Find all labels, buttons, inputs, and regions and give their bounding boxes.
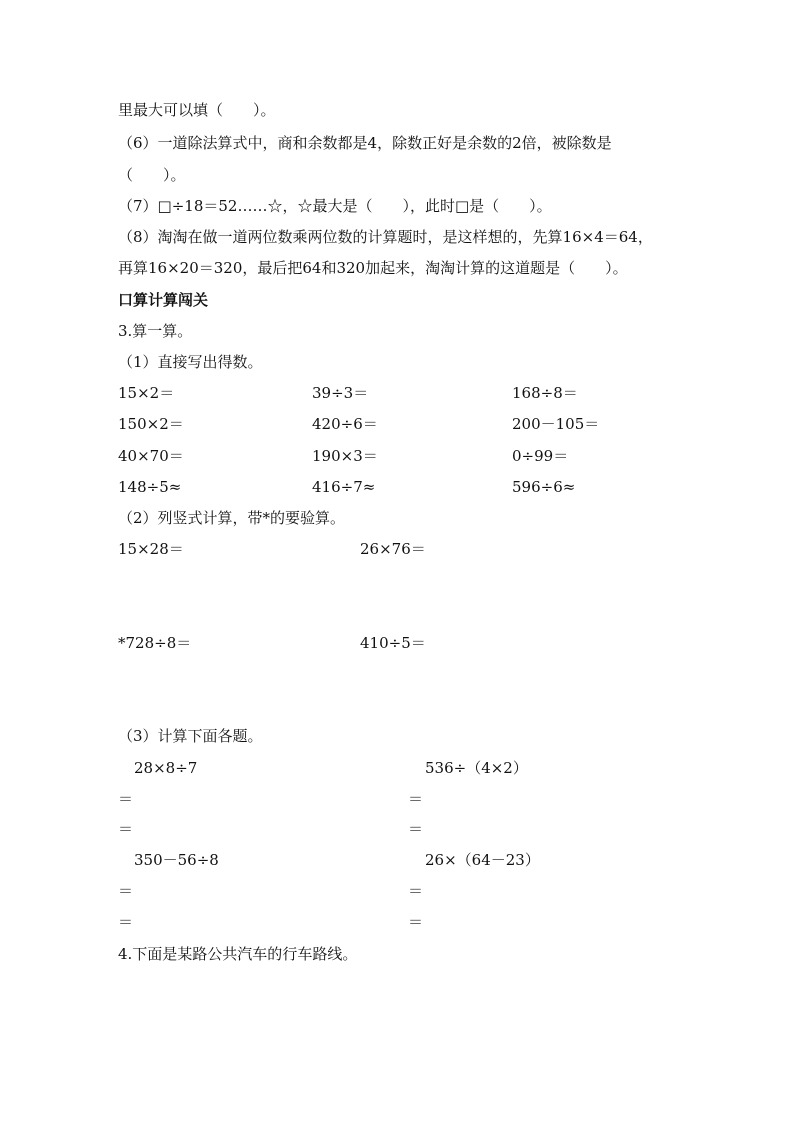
oral-item: 596÷6≈ xyxy=(512,478,576,496)
expression: 350－56÷8 xyxy=(134,851,219,869)
oral-item: 420÷6＝ xyxy=(312,415,378,433)
expression: 28×8÷7 xyxy=(134,759,198,777)
equals-sign: ＝ xyxy=(408,882,424,900)
equals-sign: ＝ xyxy=(408,820,424,838)
oral-item: 39÷3＝ xyxy=(312,384,369,402)
oral-item: 40×70＝ xyxy=(118,447,184,465)
question-6: （6）一道除法算式中，商和余数都是4，除数正好是余数的2倍，被除数是 xyxy=(118,134,612,152)
oral-item: 416÷7≈ xyxy=(312,478,376,496)
question-7: （7）□÷18＝52……☆，☆最大是（ ），此时□是（ ）。 xyxy=(118,197,552,215)
part-1-title: （1）直接写出得数。 xyxy=(118,353,263,371)
equals-sign: ＝ xyxy=(408,913,424,931)
vertical-calc-item: 410÷5＝ xyxy=(360,634,426,652)
question-4-title: 4.下面是某路公共汽车的行车路线。 xyxy=(118,945,358,963)
oral-item: 200－105＝ xyxy=(512,415,600,433)
equals-sign: ＝ xyxy=(118,882,134,900)
oral-item: 190×3＝ xyxy=(312,447,378,465)
equals-sign: ＝ xyxy=(118,913,134,931)
equals-sign: ＝ xyxy=(408,790,424,808)
part-3-title: （3）计算下面各题。 xyxy=(118,727,263,745)
question-8-line-1: （8）淘淘在做一道两位数乘两位数的计算题时，是这样想的，先算16×4＝64， xyxy=(118,228,653,246)
oral-item: 168÷8＝ xyxy=(512,384,578,402)
oral-item: 150×2＝ xyxy=(118,415,184,433)
equals-sign: ＝ xyxy=(118,790,134,808)
text-line-1: 里最大可以填（ ）。 xyxy=(118,101,276,119)
question-6-blank: （ ）。 xyxy=(118,166,186,184)
oral-item: 15×2＝ xyxy=(118,384,175,402)
section-heading: 口算计算闯关 xyxy=(118,291,209,309)
expression: 536÷（4×2） xyxy=(425,759,528,777)
equals-sign: ＝ xyxy=(118,820,134,838)
part-2-title: （2）列竖式计算，带*的要验算。 xyxy=(118,509,346,527)
vertical-calc-item: 15×28＝ xyxy=(118,540,184,558)
oral-item: 148÷5≈ xyxy=(118,478,182,496)
vertical-calc-item: *728÷8＝ xyxy=(118,634,192,652)
expression: 26×（64－23） xyxy=(425,851,540,869)
oral-item: 0÷99＝ xyxy=(512,447,569,465)
question-8-line-2: 再算16×20＝320，最后把64和320加起来，淘淘计算的这道题是（ ）。 xyxy=(118,259,628,277)
question-3-title: 3.算一算。 xyxy=(118,322,193,340)
vertical-calc-item: 26×76＝ xyxy=(360,540,426,558)
